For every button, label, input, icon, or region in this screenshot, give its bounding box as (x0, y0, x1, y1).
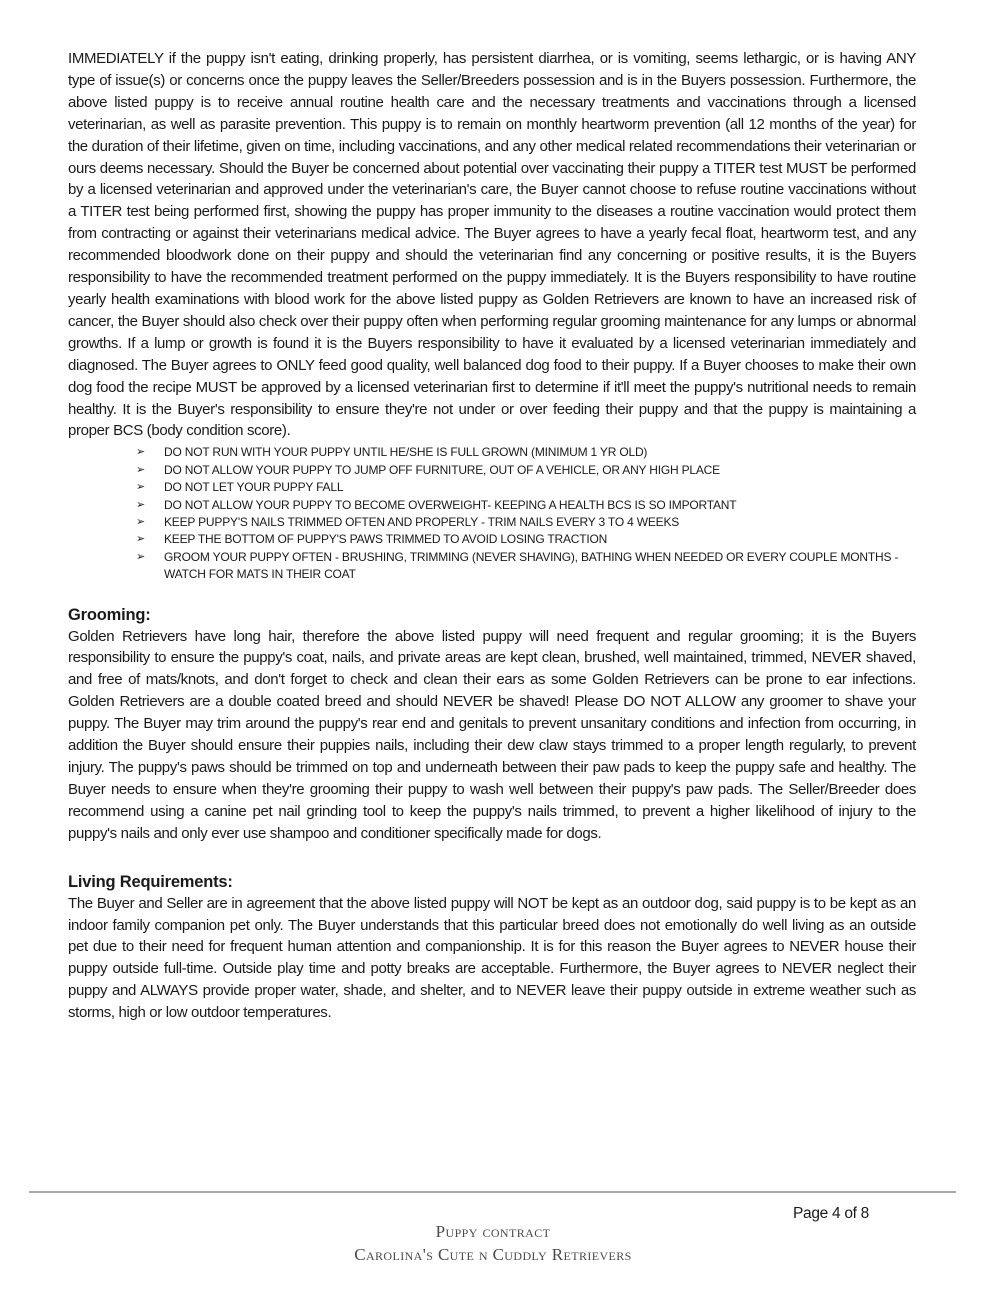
grooming-paragraph: Golden Retrievers have long hair, therefore the above listed puppy will need frequent and regular grooming; it is the Buyers responsibility to ensure the puppy's coat, nails, and private areas are kept clean, brushed, well maintained, trimmed, NEVER shaved, and free of mats/knots, and don't forget to check and clean their ears as some Golden Retrievers can be prone to ear infections. Golden Retrievers are a double coated breed and should NEVER be shaved! Please DO NOT ALLOW any groomer to shave your puppy. The Buyer may trim around the puppy's rear end and genitals to prevent unsanitary conditions and infection from occurring, in addition the Buyer should ensure their puppies nails, including their dew claw stays trimmed to a proper length regularly, to prevent injury. The puppy's paws should be trimmed on top and underneath between their paw pads to keep the puppy safe and healthy. The Buyer needs to ensure when they're grooming their puppy to wash well between their puppy's paw pads. The Seller/Breeder does recommend using a canine pet nail grinding tool to keep the puppy's nails trimmed, to prevent a higher likelihood of injury to the puppy's nails and only ever use shampoo and conditioner specifically made for dogs. (68, 627, 916, 842)
list-item-text: DO NOT LET YOUR PUPPY FALL (164, 480, 344, 495)
living-requirements-paragraph: The Buyer and Seller are in agreement that the above listed puppy will NOT be kept as an outdoor dog, said puppy is to be kept as an indoor family companion pet only. The Buyer understands that this particular breed does not emotionally do well living as an outside pet due to their need for frequent human attention and companionship. It is for this reason the Buyer agrees to NEVER house their puppy outside full-time. Outside play time and potty breaks are acceptable. Furthermore, the Buyer agrees to NEVER neglect their puppy and ALWAYS provide proper water, shade, and shelter, and to NEVER leave their puppy outside in extreme weather such as storms, high or low outdoor temperatures. (68, 894, 916, 1022)
list-item (136, 444, 916, 461)
health-care-paragraph: IMMEDIATELY if the puppy isn't eating, drinking properly, has persistent diarrhea, or is vomiting, seems lethargic, or is having ANY type of issue(s) or concerns once the puppy leaves the Seller/Breeders possession and is in the Buyers possession. Furthermore, the above listed puppy is to receive annual routine health care and the necessary treatments and vaccinations through a licensed veterinarian, as well as parasite prevention. This puppy is to remain on monthly heartworm prevention (all 12 months of the year) for the duration of their lifetime, given on time, including vaccinations, and any other medical related recommendations their veterinarian or ours deems necessary. Should the Buyer be concerned about potential over vaccinating their puppy a TITER test MUST be performed by a licensed veterinarian and approved under the veterinarian's care, the Buyer cannot choose to refuse routine vaccinations without a TITER test being performed first, showing the puppy has proper immunity to the diseases a routine vaccination would protect them from contracting or against their veterinarians medical advice. The Buyer agrees to have a yearly fecal float, heartworm test, and any recommended bloodwork done on their puppy and should the veterinarian find any concerning or positive results, it is the Buyers responsibility to have the recommended treatment performed on the puppy immediately. It is the Buyers responsibility to have routine yearly health examinations with blood work for the above listed puppy as Golden Retrievers are known to have an increased risk of cancer, the Buyer should also check over their puppy often when performing regular grooming maintenance for any lumps or abnormal growths. If a lump or growth is found it is the Buyers responsibility to have it evaluated by a licensed veterinarian immediately and diagnosed. The Buyer agrees to ONLY feed good quality, well balanced dog food to their puppy. If a Buyer chooses to make their own dog food the recipe MUST be approved by a licensed veterinarian first to determine if it'll meet the puppy's nutritional needs to remain healthy. It is the Buyer's responsibility to ensure they're not under or over feeding their puppy and that the puppy is maintaining a proper BCS (body condition score). (68, 50, 916, 440)
care-rules-list (68, 444, 916, 583)
list-item-text: DO NOT ALLOW YOUR PUPPY TO BECOME OVERWEIGHT- KEEPING A HEALTH BCS IS SO IMPORTANT (164, 497, 737, 512)
list-item-text: GROOM YOUR PUPPY OFTEN - BRUSHING, TRIMMING (NEVER SHAVING), BATHING WHEN NEEDED OR EVERY COUPLE MONTHS - WATCH FOR MATS IN THEIR COAT (164, 549, 899, 582)
list-item (136, 514, 916, 531)
arrowhead-right-icon: ➢ (136, 498, 146, 511)
arrowhead-right-icon: ➢ (136, 463, 146, 476)
arrowhead-right-icon: ➢ (136, 515, 146, 528)
list-item (136, 462, 916, 479)
footer-divider (29, 1191, 956, 1193)
living-requirements-heading: Living Requirements: (68, 872, 233, 891)
list-item-text: KEEP PUPPY'S NAILS TRIMMED OFTEN AND PROPERLY - TRIM NAILS EVERY 3 TO 4 WEEKS (164, 514, 680, 529)
footer-title: Puppy contract (435, 1222, 551, 1241)
list-item (136, 549, 916, 584)
living-requirements-section (68, 871, 916, 1024)
footer-subtitle: Carolina's Cute n Cuddly Retrievers (354, 1245, 632, 1264)
list-item (136, 479, 916, 496)
list-item-text: KEEP THE BOTTOM OF PUPPY'S PAWS TRIMMED TO AVOID LOSING TRACTION (164, 532, 608, 547)
list-item (136, 497, 916, 514)
grooming-heading: Grooming: (68, 605, 151, 624)
arrowhead-right-icon: ➢ (136, 481, 146, 494)
page-number: Page 4 of 8 (793, 1205, 869, 1222)
arrowhead-right-icon: ➢ (136, 446, 146, 459)
page-content (68, 48, 916, 1024)
list-item-text: DO NOT RUN WITH YOUR PUPPY UNTIL HE/SHE IS FULL GROWN (MINIMUM 1 YR OLD) (164, 445, 648, 460)
arrowhead-right-icon: ➢ (136, 533, 146, 546)
list-item-text: DO NOT ALLOW YOUR PUPPY TO JUMP OFF FURNITURE, OUT OF A VEHICLE, OR ANY HIGH PLACE (164, 462, 720, 477)
arrowhead-right-icon: ➢ (136, 550, 146, 563)
list-item (136, 531, 916, 548)
grooming-section (68, 604, 916, 845)
